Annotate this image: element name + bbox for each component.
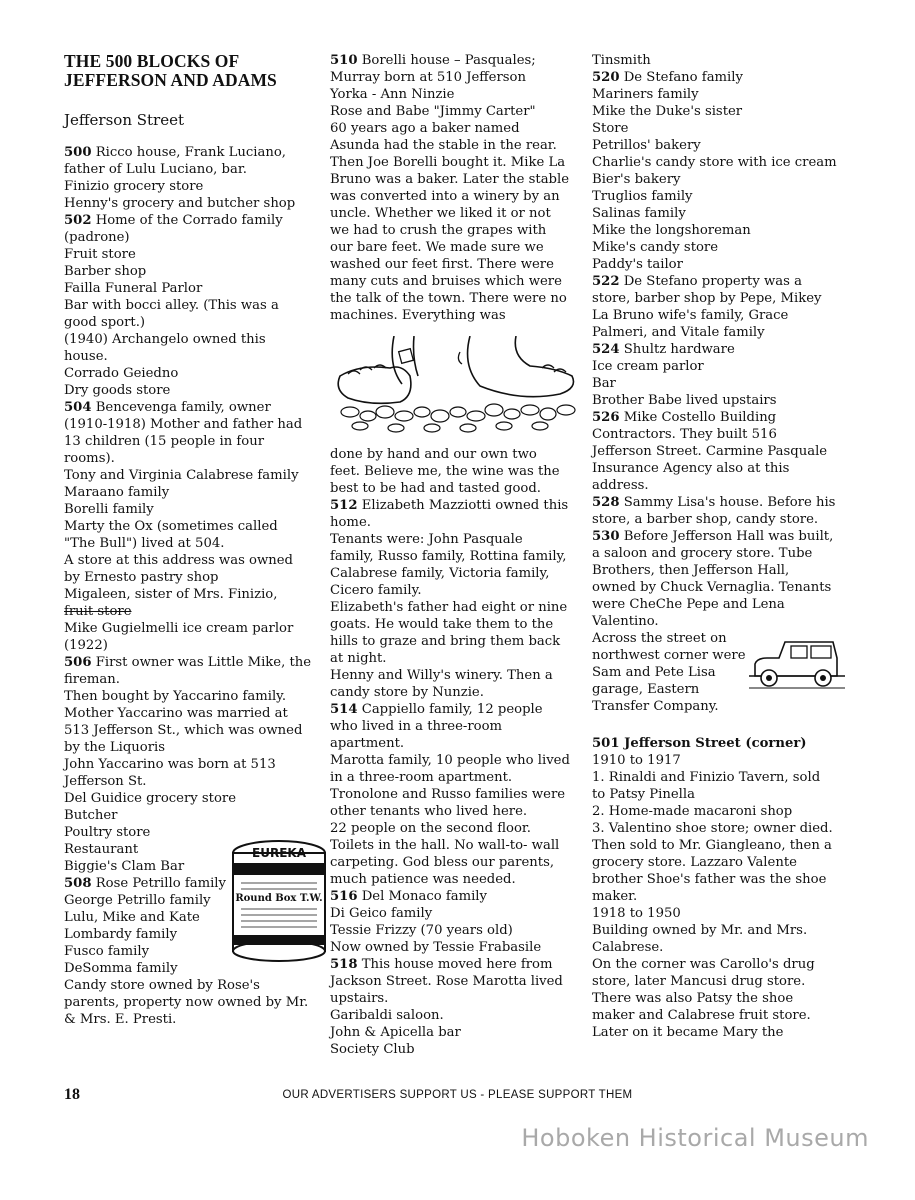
entry-text: Candy store owned by Rose's parents, property now owned by Mr. & Mrs. E. Presti. [64,978,309,1027]
entry [592,52,837,69]
entry-text: Mike the Duke's sister [592,104,743,119]
entry [330,103,570,120]
entry [64,382,312,399]
entry [64,620,312,654]
entry-text: Lombardy family [64,927,178,942]
entry [330,820,570,837]
corner-heading: 501 Jefferson Street (corner) [592,736,807,751]
entry [64,807,312,824]
entry: 3. Valentino shoe store; owner died. Then sold to Mr. Giangleano, then a grocery store. Lazzaro Valente brother Shoe's father was the shoe maker. [592,821,833,904]
entry-text: Brother Babe lived upstairs [592,393,777,408]
entry-text: Henny's grocery and butcher shop [64,196,296,211]
entry [64,790,312,807]
address-number: 514 [330,702,358,717]
entry [592,409,837,494]
entry-text: done by hand and our own two feet. Believe me, the wine was the best to be had and tasted good. [330,447,560,496]
entry-text: Paddy's tailor [592,257,683,272]
column-2-top [330,52,570,324]
address-number: 522 [592,274,620,289]
eureka-tin-illustration [229,835,329,965]
entry-text: Di Geico family [330,906,433,921]
entry-text: Then bought by Yaccarino family. [64,689,287,704]
entry-text: Borelli house – Pasquales; [361,53,536,68]
entry [330,888,570,905]
entry-text: fruit store [64,604,132,619]
address-number: 506 [64,655,92,670]
entry-text: Home of the Corrado family (padrone) [64,213,283,245]
entry [330,701,570,752]
entry [64,399,312,467]
entry-text: Tessie Frizzy (70 years old) [330,923,513,938]
entry [330,667,570,701]
entry [330,752,570,786]
entry-text: A store at this address was owned by Ernesto pastry shop [64,553,294,585]
entry [64,501,312,518]
column-3-bottom [592,752,837,1041]
entry: 2. Home-made macaroni shop [592,804,793,819]
garage-entry [592,630,837,715]
address-number: 516 [330,889,358,904]
entry-text: Tronolone and Russo families were other tenants who lived here. [330,787,566,819]
entry-text: Charlie's candy store with ice cream [592,155,837,170]
entry [592,86,837,103]
address-number: 510 [330,53,358,68]
address-number: 504 [64,400,92,415]
entry [64,688,312,705]
entry-text: Bar with bocci alley. (This was a good sport.) [64,298,279,330]
entry [592,137,837,154]
entry-text: Lulu, Mike and Kate [64,910,200,925]
entry [330,1024,570,1041]
entry-text: Maraano family [64,485,170,500]
address-number: 502 [64,213,92,228]
entry-text: Shultz hardware [623,342,735,357]
entry [592,120,837,137]
entry [592,205,837,222]
entry [64,178,312,195]
entry [64,144,312,178]
entry [64,603,312,620]
entry [592,341,837,358]
entry-text: Mother Yaccarino was married at 513 Jefferson St., which was owned by the Liquoris [64,706,303,755]
entry: 1. Rinaldi and Finizio Tavern, sold to Patsy Pinella [592,770,821,802]
entry [330,69,570,86]
entry [330,837,570,888]
entry-text: Rose Petrillo family [95,876,226,891]
entry-text: Bencevenga family, owner (1910-1918) Mother and father had 13 children (15 people in four rooms). [64,400,303,466]
entry-text: Ice cream parlor [592,359,704,374]
entry-text: Mike Costello Building Contractors. They built 516 Jefferson Street. Carmine Pasquale Insurance Agency also at this address. [592,410,828,493]
address-number: 512 [330,498,358,513]
svg-text:EUREKA: EUREKA [252,846,306,860]
entry-text: Bier's bakery [592,172,681,187]
entry-text: Fusco family [64,944,150,959]
entry-text: 60 years ago a baker named Asunda had the stable in the rear. Then Joe Borelli bought it. Mike La Bruno was a baker. Later the stable was converted into a winery by an uncle. Whether we liked it or not we had to crush the grapes with our bare feet. We made sure we washed our feet first. There were many cuts and bruises which were the talk of the town. There were no machines. Everything was [330,121,570,323]
entry-text: Mike Gugielmelli ice cream parlor (1922) [64,621,294,653]
entry [64,280,312,297]
entry [330,52,570,69]
entry-text: Biggie's Clam Bar [64,859,185,874]
entry-text: Finizio grocery store [64,179,204,194]
entry [592,528,837,630]
entry [330,446,570,497]
entry-text: Yorka - Ann Ninzie [330,87,455,102]
address-number: 528 [592,495,620,510]
garage-text: Across the street on northwest corner were Sam and Pete Lisa garage, Eastern Transfer Company. [592,631,746,714]
entry-text: Poultry store [64,825,151,840]
address-number: 530 [592,529,620,544]
entry-text: Butcher [64,808,118,823]
entry-text: Truglios family [592,189,693,204]
entry [330,956,570,1007]
entry-text: Del Guidice grocery store [64,791,237,806]
entry [330,86,570,103]
entry: Building owned by Mr. and Mrs. Calabrese. [592,923,808,955]
entry [64,756,312,790]
entry [330,1007,570,1024]
entry-text: Migaleen, sister of Mrs. Finizio, [64,587,278,602]
entry [592,188,837,205]
entry [330,905,570,922]
entry-text: Rose and Babe "Jimmy Carter" [330,104,536,119]
entry-text: Fruit store [64,247,136,262]
entry-text: John & Apicella bar [330,1025,461,1040]
entry: 1918 to 1950 [592,906,681,921]
entry-text: Before Jefferson Hall was built, a saloon and grocery store. Tube Brothers, then Jefferson Hall, owned by Chuck Vernaglia. Tenants were CheChe Pepe and Lena Valentino. [592,529,834,629]
entry-text: Henny and Willy's winery. Then a candy store by Nunzie. [330,668,553,700]
entry-text: Elizabeth's father had eight or nine goats. He would take them to the hills to graze and bring them back at night. [330,600,568,666]
entry-text: Marotta family, 10 people who lived in a three-room apartment. [330,753,570,785]
entry [330,120,570,324]
footer-note: OUR ADVERTISERS SUPPORT US - PLEASE SUPPORT THEM [282,1089,633,1101]
entry [592,69,837,86]
entry-text: Tinsmith [592,53,651,68]
entry-text: John Yaccarino was born at 513 Jefferson St. [64,757,276,789]
entry-text: First owner was Little Mike, the fireman. [64,655,312,687]
entry [592,494,837,528]
entry: On the corner was Carollo's drug store, later Mancusi drug store. There was also Patsy the shoe maker and Calabrese fruit store. Later on it became Mary the [592,957,815,1040]
entry [592,375,837,392]
entry-text: Murray born at 510 Jefferson [330,70,526,85]
vintage-car-illustration [749,636,845,690]
entry-text: Store [592,121,629,136]
entry [64,705,312,756]
entry-text: Ricco house, Frank Luciano, father of Lulu Luciano, bar. [64,145,287,177]
entry [64,263,312,280]
entry [64,586,312,603]
entry-text: (1940) Archangelo owned this house. [64,332,266,364]
entry: 1910 to 1917 [592,753,681,768]
entry [64,977,312,1028]
entry-text: Garibaldi saloon. [330,1008,444,1023]
watermark: Hoboken Historical Museum [521,1124,869,1152]
entry-text: Marty the Ox (sometimes called "The Bull") lived at 504. [64,519,278,551]
entry [592,273,837,341]
address-number: 518 [330,957,358,972]
address-number: 526 [592,410,620,425]
entry [64,331,312,365]
column-2 [330,52,570,1058]
entry-text: Tenants were: John Pasquale family, Russo family, Rottina family, Calabrese family, Victoria family, Cicero family. [330,532,567,598]
entry [64,246,312,263]
entry [64,484,312,501]
svg-text:Round Box T.W.: Round Box T.W. [235,893,323,904]
entry-text: Now owned by Tessie Frabasile [330,940,542,955]
entry-text: Mariners family [592,87,699,102]
entry-text: Restaurant [64,842,139,857]
entry-text: Salinas family [592,206,686,221]
article-title: THE 500 BLOCKS OF JEFFERSON AND ADAMS [64,51,277,90]
entry-text: Corrado Geiedno [64,366,179,381]
entry-text: This house moved here from Jackson Street. Rose Marotta lived upstairs. [330,957,563,1006]
entry [330,1041,570,1058]
entry-text: Tony and Virginia Calabrese family [64,468,299,483]
entry [64,195,312,212]
entry-text: Del Monaco family [361,889,487,904]
column-3 [592,52,837,1041]
entry-text: Toilets in the hall. No wall-to- wall carpeting. God bless our parents, much patience was needed. [330,838,560,887]
entry [592,358,837,375]
entry [64,518,312,552]
entry [592,171,837,188]
page-number: 18 [64,1086,80,1103]
entry-text: DeSomma family [64,961,178,976]
entry [330,786,570,820]
entry [330,497,570,531]
entry [64,654,312,688]
entry [64,212,312,246]
entry-text: Elizabeth Mazziotti owned this home. [330,498,569,530]
entry [592,256,837,273]
entry [330,531,570,599]
entry-text: De Stefano property was a store, barber shop by Pepe, Mikey La Bruno wife's family, Grace Palmeri, and Vitale family [592,274,822,340]
entry [592,239,837,256]
entry [64,467,312,484]
entry-text: Barber shop [64,264,147,279]
entry [592,154,837,171]
address-number: 524 [592,342,620,357]
entry-text: George Petrillo family [64,893,211,908]
entry-text: Society Club [330,1042,415,1057]
entry [592,222,837,239]
entry-text: 22 people on the second floor. [330,821,531,836]
section-heading: Jefferson Street [64,111,185,129]
entry-text: Sammy Lisa's house. Before his store, a barber shop, candy store. [592,495,836,527]
entry-text: Petrillos' bakery [592,138,701,153]
entry-text: Dry goods store [64,383,171,398]
entry-text: Bar [592,376,616,391]
entry [592,392,837,409]
column-3-top [592,52,837,630]
entry-text: De Stefano family [623,70,743,85]
entry [64,552,312,586]
column-2-bottom [330,446,570,1058]
entry [64,297,312,331]
entry-text: Mike's candy store [592,240,719,255]
entry-text: Borelli family [64,502,154,517]
grape-crushing-feet-illustration [330,336,600,436]
entry [330,939,570,956]
address-number: 508 [64,876,92,891]
entry-text: Failla Funeral Parlor [64,281,203,296]
entry [330,599,570,667]
entry [64,365,312,382]
entry-text: Mike the longshoreman [592,223,751,238]
address-number: 500 [64,145,92,160]
address-number: 520 [592,70,620,85]
entry [330,922,570,939]
entry [592,103,837,120]
entry-text: Cappiello family, 12 people who lived in a three-room apartment. [330,702,543,751]
